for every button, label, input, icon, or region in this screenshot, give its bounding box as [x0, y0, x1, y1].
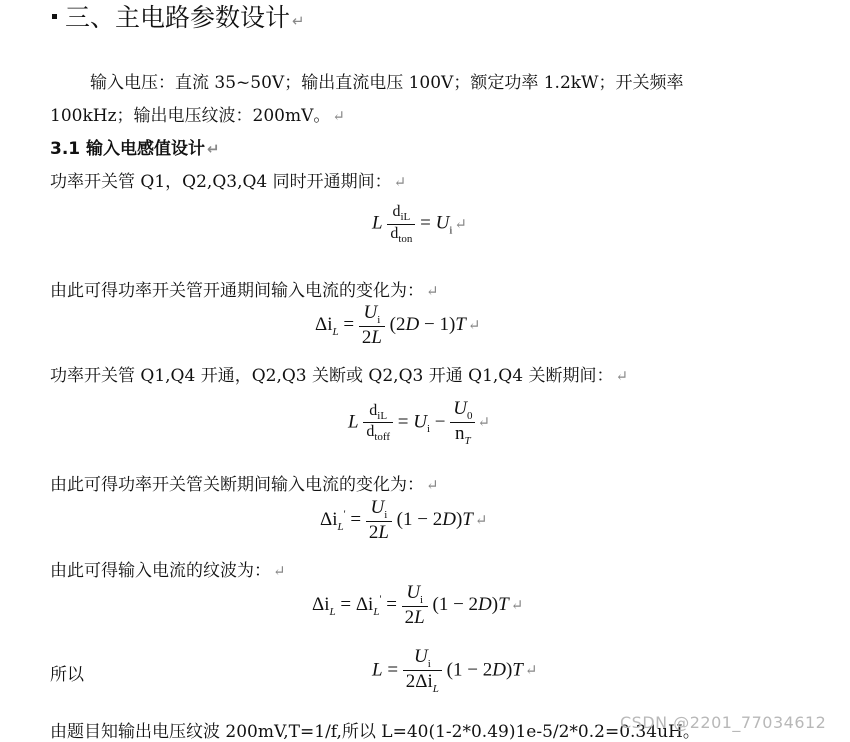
intro-line-1: 输入电压：直流 35~50V；输出直流电压 100V；额定功率 1.2kW；开关频率 [90, 73, 684, 93]
watermark: CSDN @2201_77034612 [620, 713, 827, 732]
return-icon: ↵ [510, 598, 524, 614]
equation-1: L $\frac{d_{iL}}{d_{ton}}$ = $U_i$ ↵ [372, 203, 467, 246]
return-icon: ↵ [292, 12, 305, 30]
return-icon: ↵ [426, 476, 439, 494]
return-icon: ↵ [477, 415, 491, 432]
return-icon: ↵ [615, 367, 629, 385]
subsection-title: 3.1 输入电感值设计 ↵ [50, 139, 220, 159]
return-icon: ↵ [467, 318, 481, 334]
paragraph-7: 由题目知输出电压纹波 200mV,T=1/f,所以 L=40(1-2*0.49)1e-5/2*0.2=0.34uH。 [50, 722, 700, 742]
return-icon: ↵ [426, 282, 439, 300]
return-icon: ↵ [207, 140, 220, 158]
return-icon: ↵ [524, 663, 538, 680]
equation-5: $\Delta i_L = \Delta i_L'$ = $\frac{U_i}{2L}$ (1 − 2D)T ↵ [312, 582, 524, 629]
paragraph-6: 所以 [50, 665, 84, 685]
bullet-marker [52, 14, 57, 19]
paragraph-2: 由此可得功率开关管开通期间输入电流的变化为： ↵ [50, 281, 439, 301]
paragraph-4: 由此可得功率开关管关断期间输入电流的变化为： ↵ [50, 475, 439, 495]
return-icon: ↵ [393, 173, 407, 191]
section-heading: 三、主电路参数设计 ↵ [52, 0, 305, 34]
paragraph-1: 功率开关管 Q1，Q2,Q3,Q4 同时开通期间： ↵ [50, 172, 407, 192]
equation-6: L = $\frac{U_i}{2\Delta i_L}$ (1 − 2D)T ↵ [372, 646, 538, 696]
return-icon: ↵ [454, 216, 467, 233]
equation-2: $\Delta i_L$ = $\frac{U_i}{2L}$ (2D − 1)T ↵ [315, 302, 481, 349]
paragraph-5: 由此可得输入电流的纹波为： ↵ [50, 561, 286, 581]
return-icon: ↵ [332, 107, 345, 125]
intro-line-2: 100kHz；输出电压纹波：200mV。 ↵ [50, 106, 345, 126]
return-icon: ↵ [273, 562, 286, 580]
equation-4: $\Delta i_L'$ = $\frac{U_i}{2L}$ (1 − 2D)T ↵ [320, 497, 488, 544]
equation-3: L $\frac{d_{iL}}{d_{toff}}$ = $U_i$ − $\frac{U_0}{n_T}$ ↵ [348, 398, 491, 448]
paragraph-3: 功率开关管 Q1,Q4 开通，Q2,Q3 关断或 Q2,Q3 开通 Q1,Q4 关断期间： ↵ [50, 366, 629, 386]
return-icon: ↵ [474, 513, 488, 529]
